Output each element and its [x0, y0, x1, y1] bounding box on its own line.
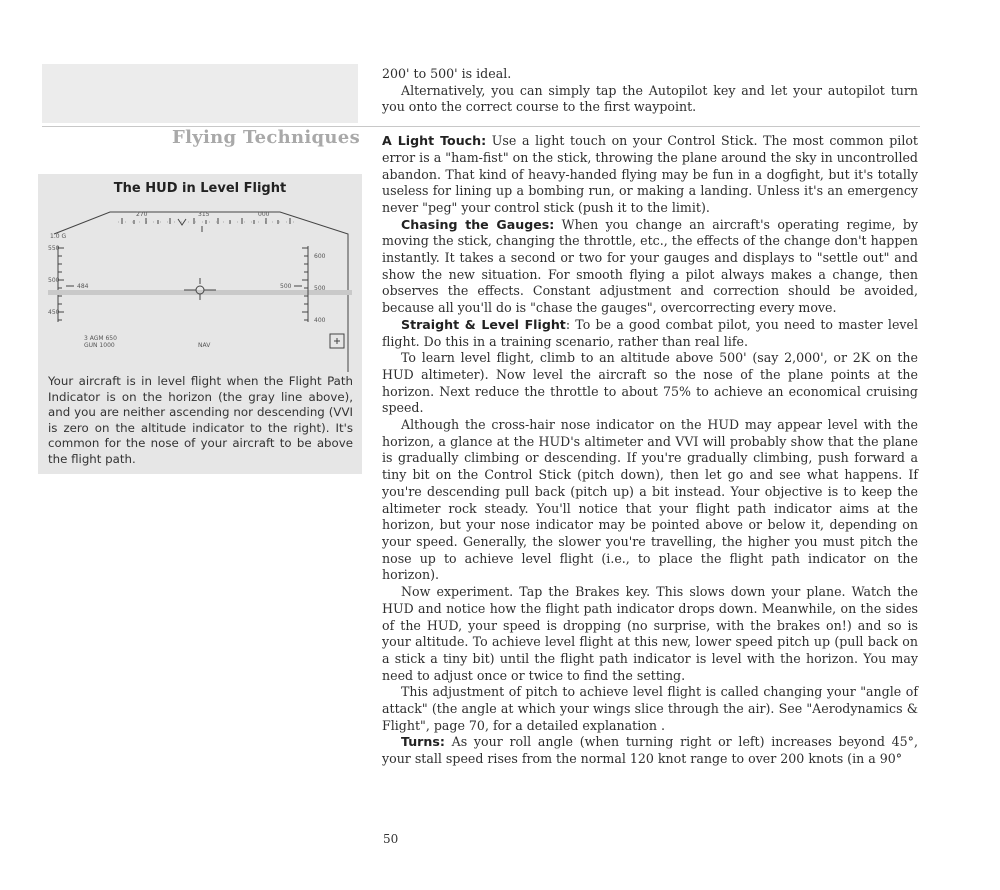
- paragraph-text: When you change an aircraft's operating regime, by moving the stick, changing the throttle, etc., the effects of the change don't happen instantly. It takes a second or two for your gauges and displays to "settle out" and show the new situation. For smooth flying a pilot always makes a change, then observes the effects. Constant adjustment and correction should be avoided, because all you'll do is "chase the gauges", overcorrecting every move.: [382, 216, 918, 316]
- paragraph: Alternatively, you can simply tap the Autopilot key and let your autopilot turn you onto the correct course to the first waypoint.: [382, 82, 918, 115]
- speed-scale-label: 550: [48, 245, 60, 252]
- page-number: 50: [383, 832, 399, 846]
- altitude-scale-label: 400: [314, 317, 326, 324]
- lead-heading: Straight & Level Flight: [401, 316, 566, 332]
- section-title: Flying Techniques: [172, 127, 360, 148]
- g-load-readout: 1.0 G: [50, 233, 67, 240]
- altitude-scale: [280, 246, 326, 324]
- paragraph-text: Use a light touch on your Control Stick. The most common pilot error is a "ham-fist" on the stick, throwing the plane around the sky in uncontrolled abandon. That kind of heavy-handed flying may be fun in a dogfight, but it's totally useless for lining up a bombing run, or making a landing. Unless it's an emergency never "peg" your control stick (push it to the limit).: [382, 133, 918, 215]
- paragraph: To learn level flight, climb to an altitude above 500' (say 2,000', or 2K on the HUD altimeter). Now level the aircraft so the nose of the plane points at the horizon. Next reduce the throttle to about 75% to achieve an economical cruising speed.: [382, 350, 918, 416]
- weapons-readout: GUN 1000: [84, 342, 115, 349]
- paragraph-level-flight: [382, 317, 918, 350]
- speed-scale-label: 450: [48, 309, 60, 316]
- altitude-readout: 500: [280, 283, 292, 290]
- heading-tick-label: 315: [198, 211, 210, 218]
- hud-diagram: [48, 204, 352, 372]
- speed-scale-label: 500: [48, 277, 60, 284]
- paragraph: Although the cross-hair nose indicator on the HUD may appear level with the horizon, a glance at the HUD's altimeter and VVI will probably show that the plane is gradually climbing or descending. If you're gradually climbing, push forward a tiny bit on the Control Stick (pitch down), then let go and see what happens. If you're descending pull back (pitch up) a bit instead. Your objective is to keep the altimeter rock steady. You'll notice that your flight path indicator aims at the horizon, but your nose indicator may be pointed above or below it, depending on your speed. Generally, the slower you're travelling, the higher you must pitch the nose up to achieve level flight (i.e., to place the flight path indicator on the horizon).: [382, 417, 918, 583]
- hud-caption: Your aircraft is in level flight when the Flight Path Indicator is on the horizon (the gray line above), and you are neither ascending nor descending (VVI is zero on the altitude indicator to the right). It's common for the nose of your aircraft to be above the flight path.: [48, 374, 353, 466]
- speed-readout: 484: [77, 283, 89, 290]
- weapons-readout: 3 AGM 650: [84, 335, 117, 342]
- paragraph-light-touch: [382, 133, 918, 217]
- heading-tick-label: 270: [136, 211, 148, 218]
- body-column: [382, 66, 918, 768]
- paragraph-gauges: [382, 217, 918, 317]
- hud-sidebar: [38, 174, 362, 474]
- paragraph: Now experiment. Tap the Brakes key. This slows down your plane. Watch the HUD and notice how the flight path indicator drops down. Meanwhile, on the sides of the HUD, your speed is dropping (no surprise, with the brakes on!) and so is your altitude. To achieve level flight at this new, lower speed pitch up (pull back on a stick a tiny bit) until the flight path indicator is level with the horizon. You may need to adjust once or twice to find the setting.: [382, 584, 918, 683]
- altitude-scale-label: 600: [314, 253, 326, 260]
- lead-heading: A Light Touch:: [382, 133, 487, 149]
- paragraph-turns: [382, 734, 918, 767]
- paragraph-text: : To be a good combat pilot, you need to master level flight. Do this in a training scenario, rather than real life.: [382, 316, 918, 349]
- altitude-scale-label: 500: [314, 285, 326, 292]
- paragraph: This adjustment of pitch to achieve level flight is called changing your "angle of attack" (the angle at which your wings slice through the air). See "Aerodynamics & Flight", page 70, for a detailed explanation .: [382, 684, 918, 733]
- nav-mode-readout: NAV: [198, 342, 211, 349]
- lead-heading: Turns:: [401, 734, 445, 750]
- speed-scale: [48, 245, 89, 322]
- heading-tick-label: 000: [258, 211, 270, 218]
- lead-heading: Chasing the Gauges:: [401, 216, 555, 232]
- heading-tape: [118, 211, 298, 232]
- paragraph: 200' to 500' is ideal.: [382, 66, 512, 81]
- paragraph-text: As your roll angle (when turning right or left) increases beyond 45°, your stall speed rises from the normal 120 knot range to over 200 knots (in a 90°: [382, 734, 918, 767]
- sidebar-title: The HUD in Level Flight: [113, 181, 287, 196]
- flight-path-indicator: [184, 278, 216, 300]
- header-gray-band: [42, 64, 358, 123]
